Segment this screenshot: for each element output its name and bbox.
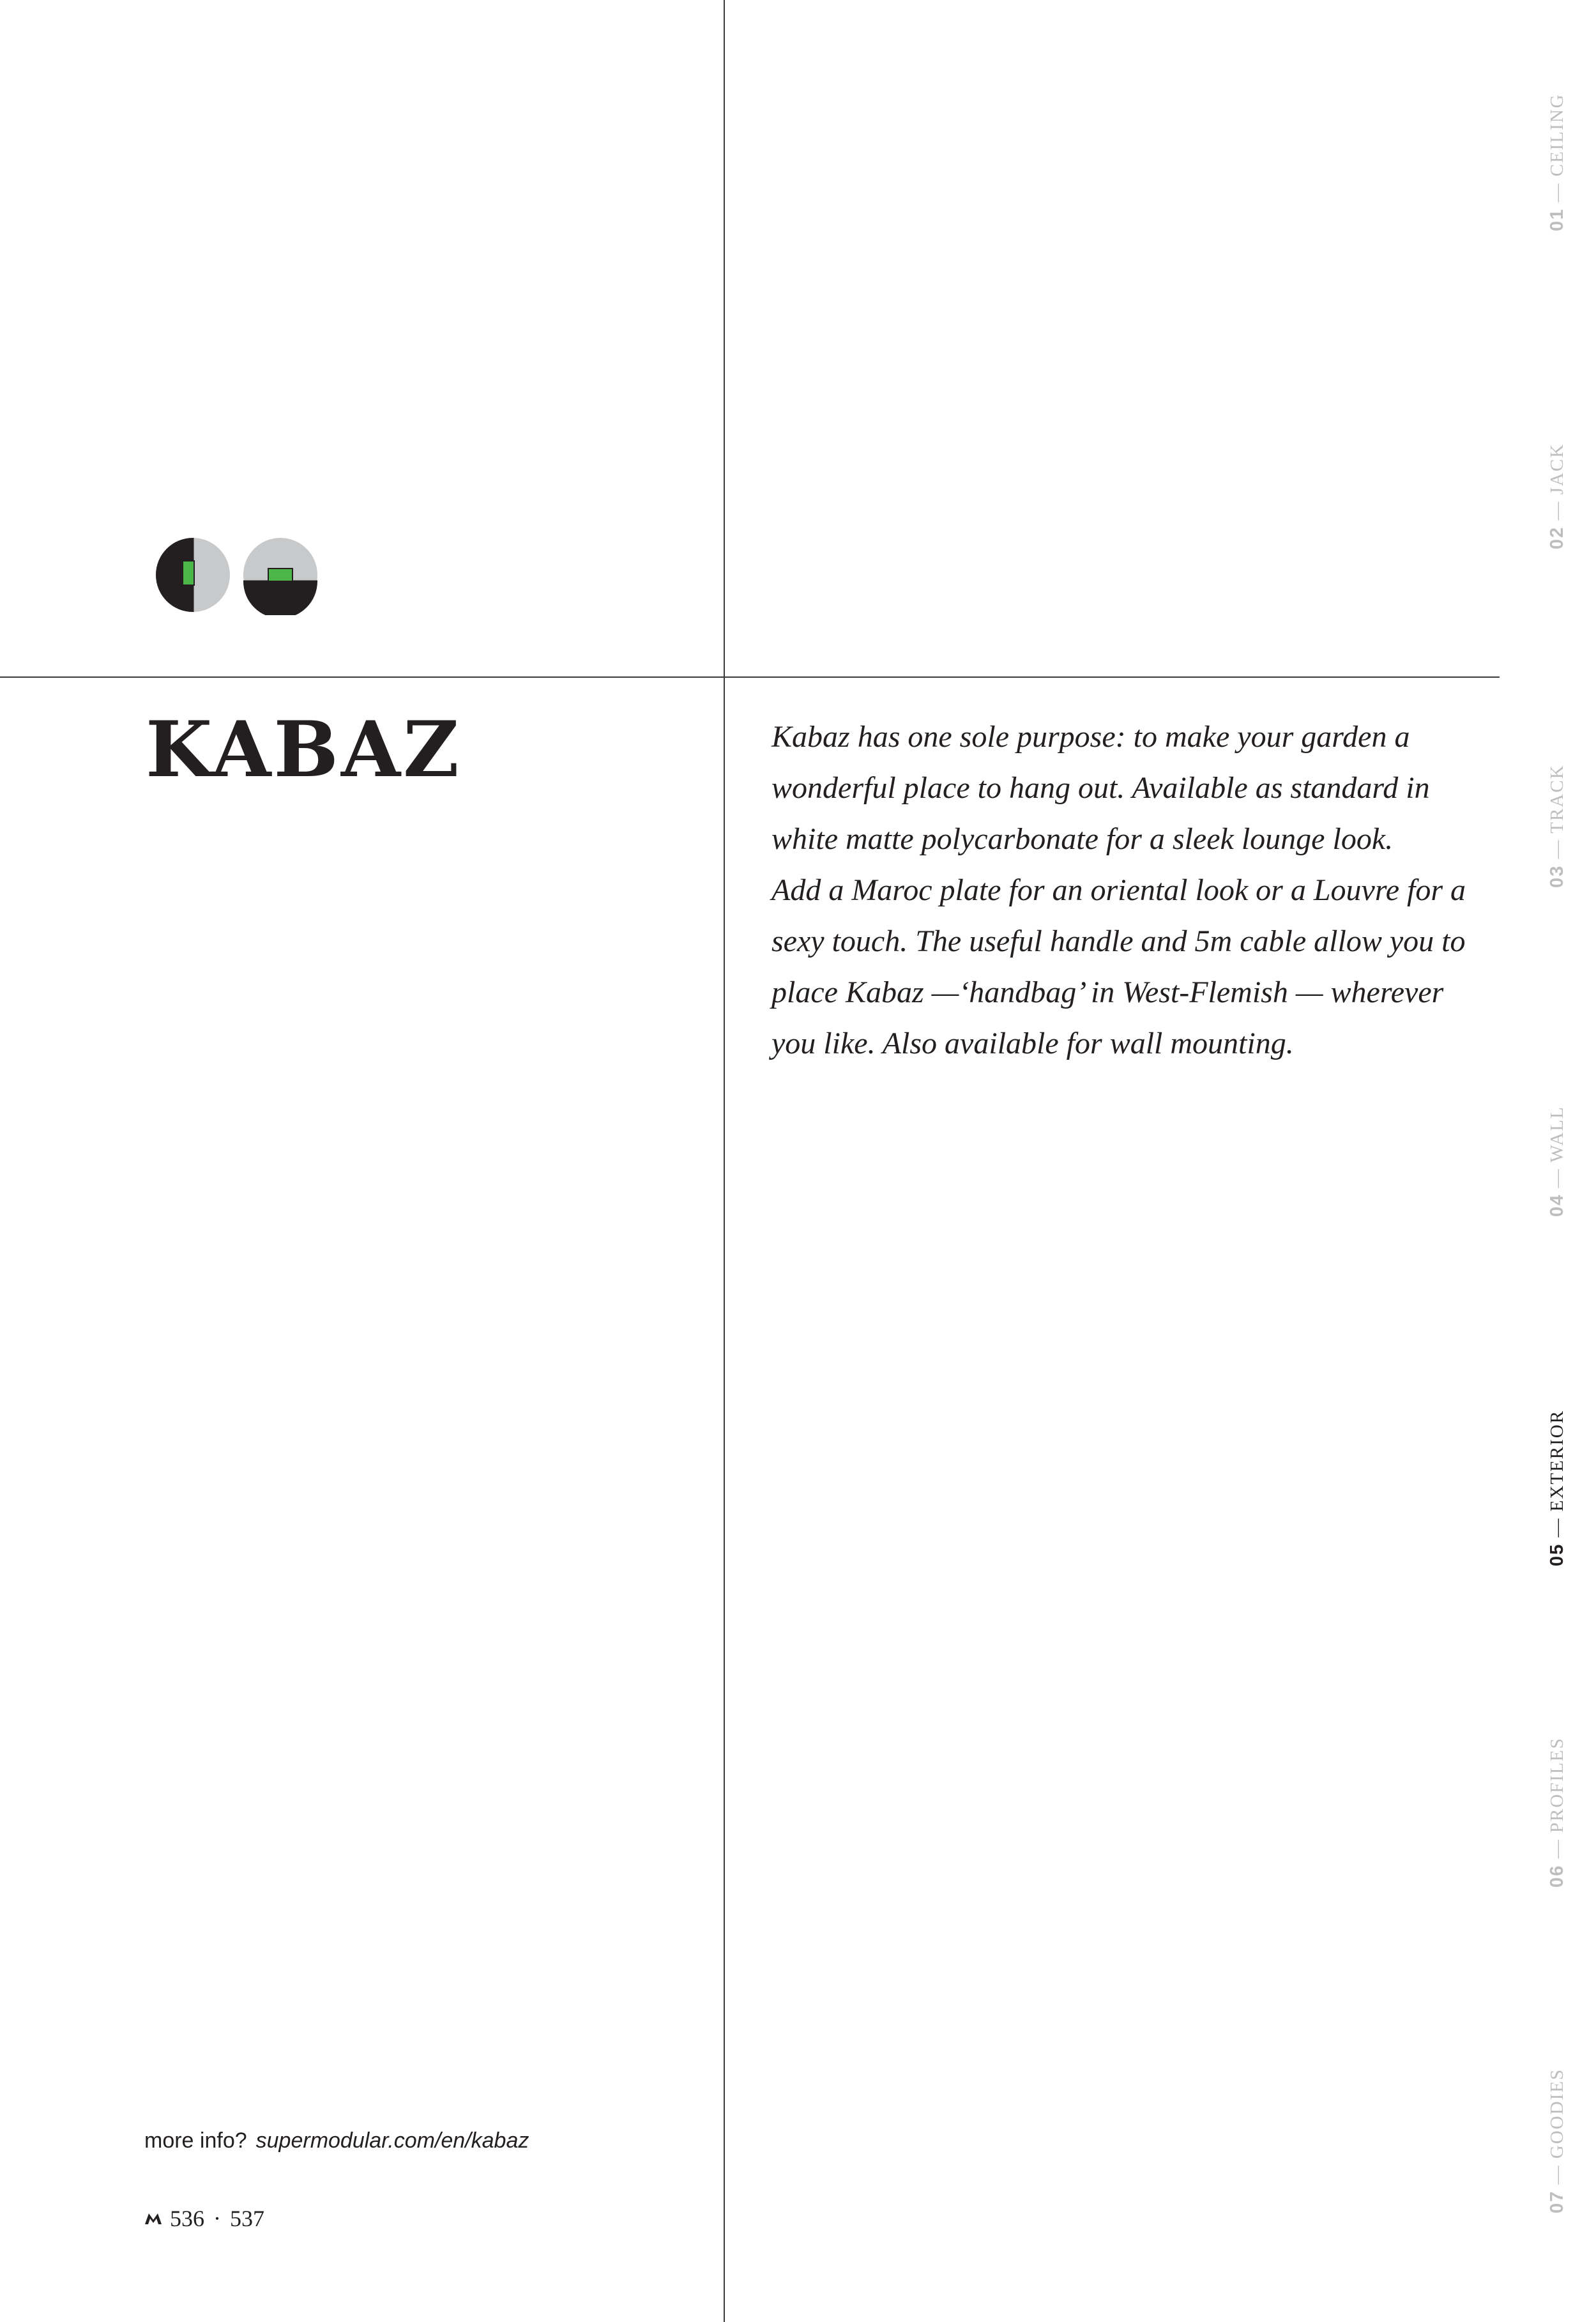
more-info — [144, 2128, 529, 2153]
page-number-right: 537 — [230, 2206, 264, 2231]
nav-item-number: 03 — [1547, 864, 1567, 888]
description-line: white matte polycarbonate for a sleek lounge look. — [771, 822, 1394, 856]
nav-item-number: 07 — [1547, 2190, 1567, 2213]
nav-item-label: — JACK — [1547, 443, 1567, 526]
product-title: KABAZ — [146, 705, 462, 795]
description-line: place Kabaz —‘handbag’ in West-Flemish — wherever — [771, 975, 1444, 1009]
description-line: sexy touch. The useful handle and 5m cable allow you to — [771, 924, 1466, 958]
page-number-left: 536 — [170, 2206, 204, 2231]
nav-item-number: 04 — [1547, 1193, 1567, 1217]
wall-mount-icon — [156, 538, 230, 612]
nav-item-number: 01 — [1547, 208, 1567, 231]
horizontal-divider — [0, 676, 1500, 678]
page-numbers — [144, 2205, 264, 2232]
vertical-divider — [724, 0, 725, 2322]
nav-item-number: 05 — [1547, 1543, 1567, 1566]
description-line: Kabaz has one sole purpose: to make your garden a — [771, 720, 1410, 754]
description-line: Add a Maroc plate for an oriental look or a Louvre for a — [771, 873, 1466, 907]
description-line: wonderful place to hang out. Available as standard in — [771, 771, 1430, 805]
nav-item-label: — WALL — [1547, 1106, 1567, 1194]
product-description — [771, 712, 1474, 1069]
nav-item-label: — TRACK — [1547, 764, 1567, 865]
nav-item-number: 06 — [1547, 1864, 1567, 1888]
nav-item-label: — GOODIES — [1547, 2068, 1567, 2190]
nav-item-label: — CEILING — [1547, 93, 1567, 208]
ground-mount-icon — [243, 538, 317, 615]
nav-item-number: 02 — [1547, 526, 1567, 549]
brand-logo-icon — [144, 2212, 162, 2225]
mounting-icons — [155, 535, 321, 615]
nav-item-label: — PROFILES — [1547, 1737, 1567, 1865]
nav-item-label: — EXTERIOR — [1547, 1409, 1567, 1543]
more-info-link[interactable]: supermodular.com/en/kabaz — [255, 2128, 529, 2153]
more-info-label: more info? — [144, 2128, 247, 2153]
description-line: you like. Also available for wall mounting. — [771, 1027, 1294, 1060]
page-separator: · — [213, 2206, 221, 2231]
